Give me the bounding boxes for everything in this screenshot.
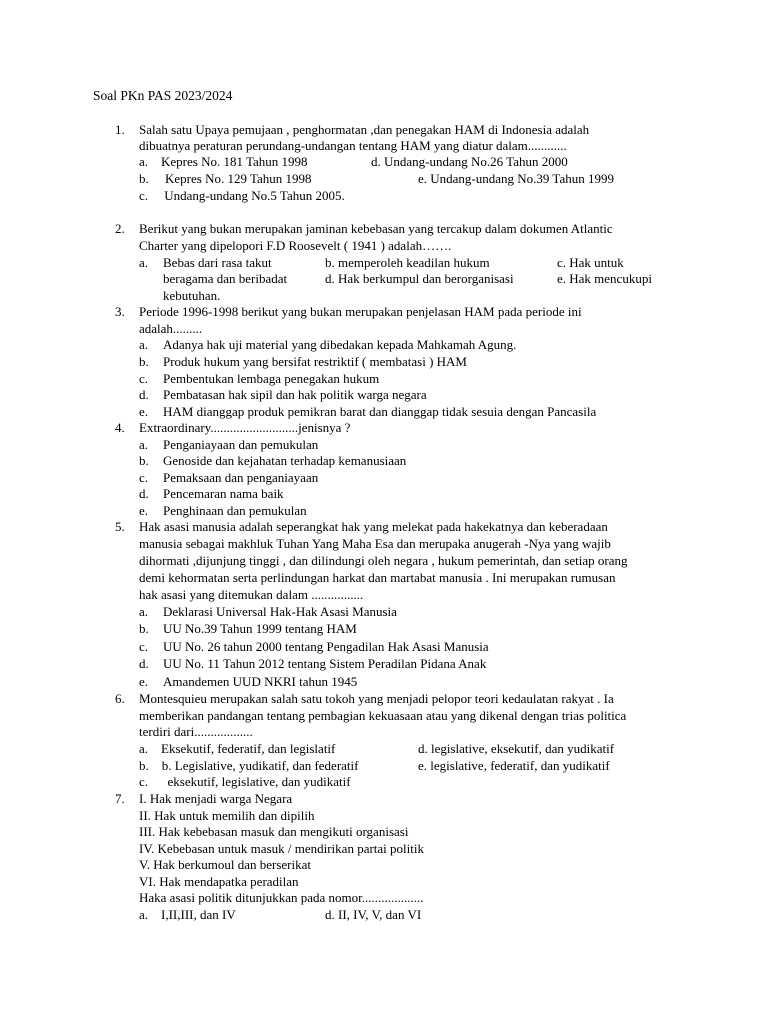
question-text-line: hak asasi yang ditemukan dalam ................ (139, 587, 364, 602)
option-text: Penganiayaan dan pemukulan (163, 437, 319, 452)
option-d: d. Undang-undang No.26 Tahun 2000 (371, 154, 568, 169)
option-e: e. Hak mencukupi (557, 271, 652, 286)
option-text: Pembentukan lembaga penegakan hukum (163, 371, 380, 386)
question-text-line: Haka asasi politik ditunjukkan pada nomor................... (139, 890, 424, 905)
option-a: a. Kepres No. 181 Tahun 1998 (139, 154, 308, 169)
question-text-line: Extraordinary...........................jenisnya ? (139, 420, 351, 435)
question-number: 4. (115, 420, 125, 435)
option-text: Deklarasi Universal Hak-Hak Asasi Manusia (163, 604, 397, 619)
option-text: Pencemaran nama baik (163, 486, 284, 501)
option-c: c. Undang-undang No.5 Tahun 2005. (139, 188, 345, 203)
option-text: UU No. 26 tahun 2000 tentang Pengadilan Hak Asasi Manusia (163, 639, 489, 654)
option-text: UU No.39 Tahun 1999 tentang HAM (163, 621, 357, 636)
question-text-line: Periode 1996-1998 berikut yang bukan merupakan penjelasan HAM pada periode ini (139, 304, 582, 319)
option-text: Penghinaan dan pemukulan (163, 503, 307, 518)
option-text: Produk hukum yang bersifat restriktif ( membatasi ) HAM (163, 354, 467, 369)
option-b: b. Kepres No. 129 Tahun 1998 (139, 171, 312, 186)
option-e: e. Undang-undang No.39 Tahun 1999 (418, 171, 614, 186)
question-text-line: Salah satu Upaya pemujaan , penghormatan ,dan penegakan HAM di Indonesia adalah (139, 122, 590, 137)
question-number: 5. (115, 519, 125, 534)
option-b: b. b. Legislative, yudikatif, dan federatif (139, 758, 359, 773)
option-label: d. (139, 387, 149, 402)
question-number: 6. (115, 691, 125, 706)
option-c: c. Hak untuk (557, 255, 624, 270)
option-d: d. II, IV, V, dan VI (325, 907, 422, 922)
option-label: a. (139, 437, 149, 452)
option-c: c. eksekutif, legislative, dan yudikatif (139, 774, 351, 789)
option-continued: kebutuhan. (163, 288, 221, 303)
option-a: a. I,II,III, dan IV (139, 907, 236, 922)
option-label: a. (139, 255, 149, 270)
option-e: e. legislative, federatif, dan yudikatif (418, 758, 610, 773)
question-text-line: Charter yang dipelopori F.D Roosevelt ( 1941 ) adalah……. (139, 238, 452, 253)
statement-item: V. Hak berkumoul dan berserikat (139, 857, 311, 872)
question-text-line: dibuatnya peraturan perundang-undangan tentang HAM yang diatur dalam............ (139, 138, 567, 153)
option-label: b. (139, 621, 149, 636)
question-text-line: Montesquieu merupakan salah satu tokoh yang menjadi pelopor teori kedaulatan rakyat . Ia (139, 691, 614, 706)
option-d: d. Hak berkumpul dan berorganisasi (325, 271, 514, 286)
option-label: d. (139, 656, 149, 671)
option-a-continued: beragama dan beribadat (163, 271, 288, 286)
statement-item: I. Hak menjadi warga Negara (139, 791, 293, 806)
question-text-line: Hak asasi manusia adalah seperangkat hak yang melekat pada hakekatnya dan keberadaan (139, 519, 608, 534)
option-text: HAM dianggap produk pemikran barat dan dianggap tidak sesuia dengan Pancasila (163, 404, 597, 419)
option-label: a. (139, 604, 149, 619)
option-label: e. (139, 503, 149, 518)
option-a: a. Eksekutif, federatif, dan legislatif (139, 741, 336, 756)
document-title: Soal PKn PAS 2023/2024 (93, 88, 233, 103)
option-label: e. (139, 674, 149, 689)
option-label: d. (139, 486, 149, 501)
question-number: 1. (115, 122, 125, 137)
option-text: UU No. 11 Tahun 2012 tentang Sistem Peradilan Pidana Anak (163, 656, 487, 671)
question-number: 7. (115, 791, 125, 806)
option-text: Pemaksaan dan penganiayaan (163, 470, 319, 485)
question-number: 3. (115, 304, 125, 319)
question-text-line: Berikut yang bukan merupakan jaminan kebebasan yang tercakup dalam dokumen Atlantic (139, 221, 613, 236)
option-label: c. (139, 470, 149, 485)
option-text: Pembatasan hak sipil dan hak politik warga negara (163, 387, 427, 402)
statement-item: II. Hak untuk memilih dan dipilih (139, 808, 315, 823)
option-label: c. (139, 371, 149, 386)
question-text-line: terdiri dari.................. (139, 724, 253, 739)
option-label: e. (139, 404, 149, 419)
option-label: b. (139, 453, 149, 468)
question-text-line: dihormati ,dijunjung tinggi , dan dilindungi oleh negara , hukum pemerintah, dan setiap orang (139, 553, 628, 568)
question-text-line: demi kehormatan serta perlindungan harkat dan martabat manusia . Ini merupakan rumusan (139, 570, 616, 585)
question-text-line: manusia sebagai makhluk Tuhan Yang Maha Esa dan merupaka anugerah -Nya yang wajib (139, 536, 611, 551)
statement-item: III. Hak kebebasan masuk dan mengikuti organisasi (139, 824, 409, 839)
option-text: Amandemen UUD NKRI tahun 1945 (163, 674, 358, 689)
option-text: Genoside dan kejahatan terhadap kemanusiaan (163, 453, 407, 468)
option-d: d. legislative, eksekutif, dan yudikatif (418, 741, 615, 756)
question-text-line: adalah......... (139, 321, 203, 336)
question-number: 2. (115, 221, 125, 236)
option-text: Adanya hak uji material yang dibedakan kepada Mahkamah Agung. (163, 337, 517, 352)
question-text-line: memberikan pandangan tentang pembagian kekuasaan atau yang dikenal dengan trias politica (139, 708, 627, 723)
statement-item: IV. Kebebasan untuk masuk / mendirikan partai politik (139, 841, 424, 856)
option-a: Bebas dari rasa takut (163, 255, 272, 270)
option-label: b. (139, 354, 149, 369)
statement-item: VI. Hak mendapatka peradilan (139, 874, 299, 889)
option-b: b. memperoleh keadilan hukum (325, 255, 490, 270)
option-label: c. (139, 639, 149, 654)
option-label: a. (139, 337, 149, 352)
